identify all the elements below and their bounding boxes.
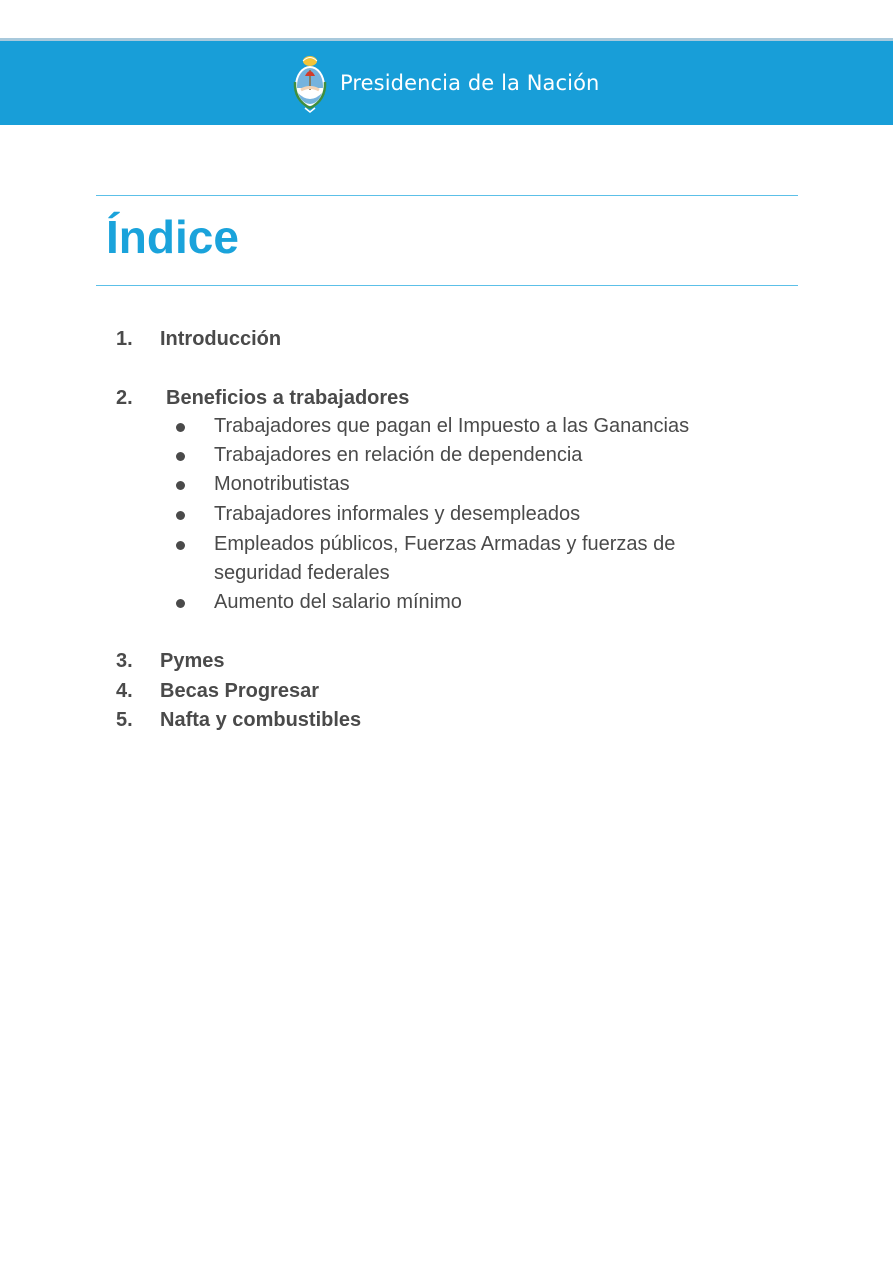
argentina-coat-of-arms-icon: [290, 52, 330, 114]
toc-subitem-label: Monotributistas: [214, 473, 350, 495]
toc-subitem-label: Aumento del salario mínimo: [214, 591, 462, 613]
page-title: Índice: [106, 211, 239, 263]
bullet-icon: [176, 481, 185, 490]
bullet-icon: [176, 599, 185, 608]
toc-label: Becas Progresar: [160, 680, 319, 702]
bullet-icon: [176, 511, 185, 520]
toc-subitem-label: Empleados públicos, Fuerzas Armadas y fuerzas de seguridad federales: [214, 533, 676, 584]
toc-label: Introducción: [160, 328, 282, 350]
header-brand: [290, 52, 599, 114]
bullet-icon: [176, 541, 185, 550]
header-brand-title: Presidencia de la Nación: [340, 71, 600, 95]
toc-number: 1.: [116, 328, 133, 350]
toc-subitem-label: Trabajadores informales y desempleados: [214, 503, 581, 525]
toc-label: Beneficios a trabajadores: [166, 387, 410, 409]
bullet-icon: [176, 423, 185, 432]
toc-number: 4.: [116, 680, 133, 702]
toc-label: Pymes: [160, 650, 225, 672]
bullet-icon: [176, 452, 185, 461]
toc-number: 3.: [116, 650, 133, 672]
toc-number: 2.: [116, 387, 133, 409]
toc-subitem-label: Trabajadores en relación de dependencia: [214, 444, 583, 466]
title-rule-bottom: [96, 285, 798, 286]
toc-label: Nafta y combustibles: [160, 709, 362, 731]
title-rule-top: [96, 195, 798, 196]
toc-number: 5.: [116, 709, 133, 731]
toc-subitem-label: Trabajadores que pagan el Impuesto a las Ganancias: [214, 415, 690, 437]
